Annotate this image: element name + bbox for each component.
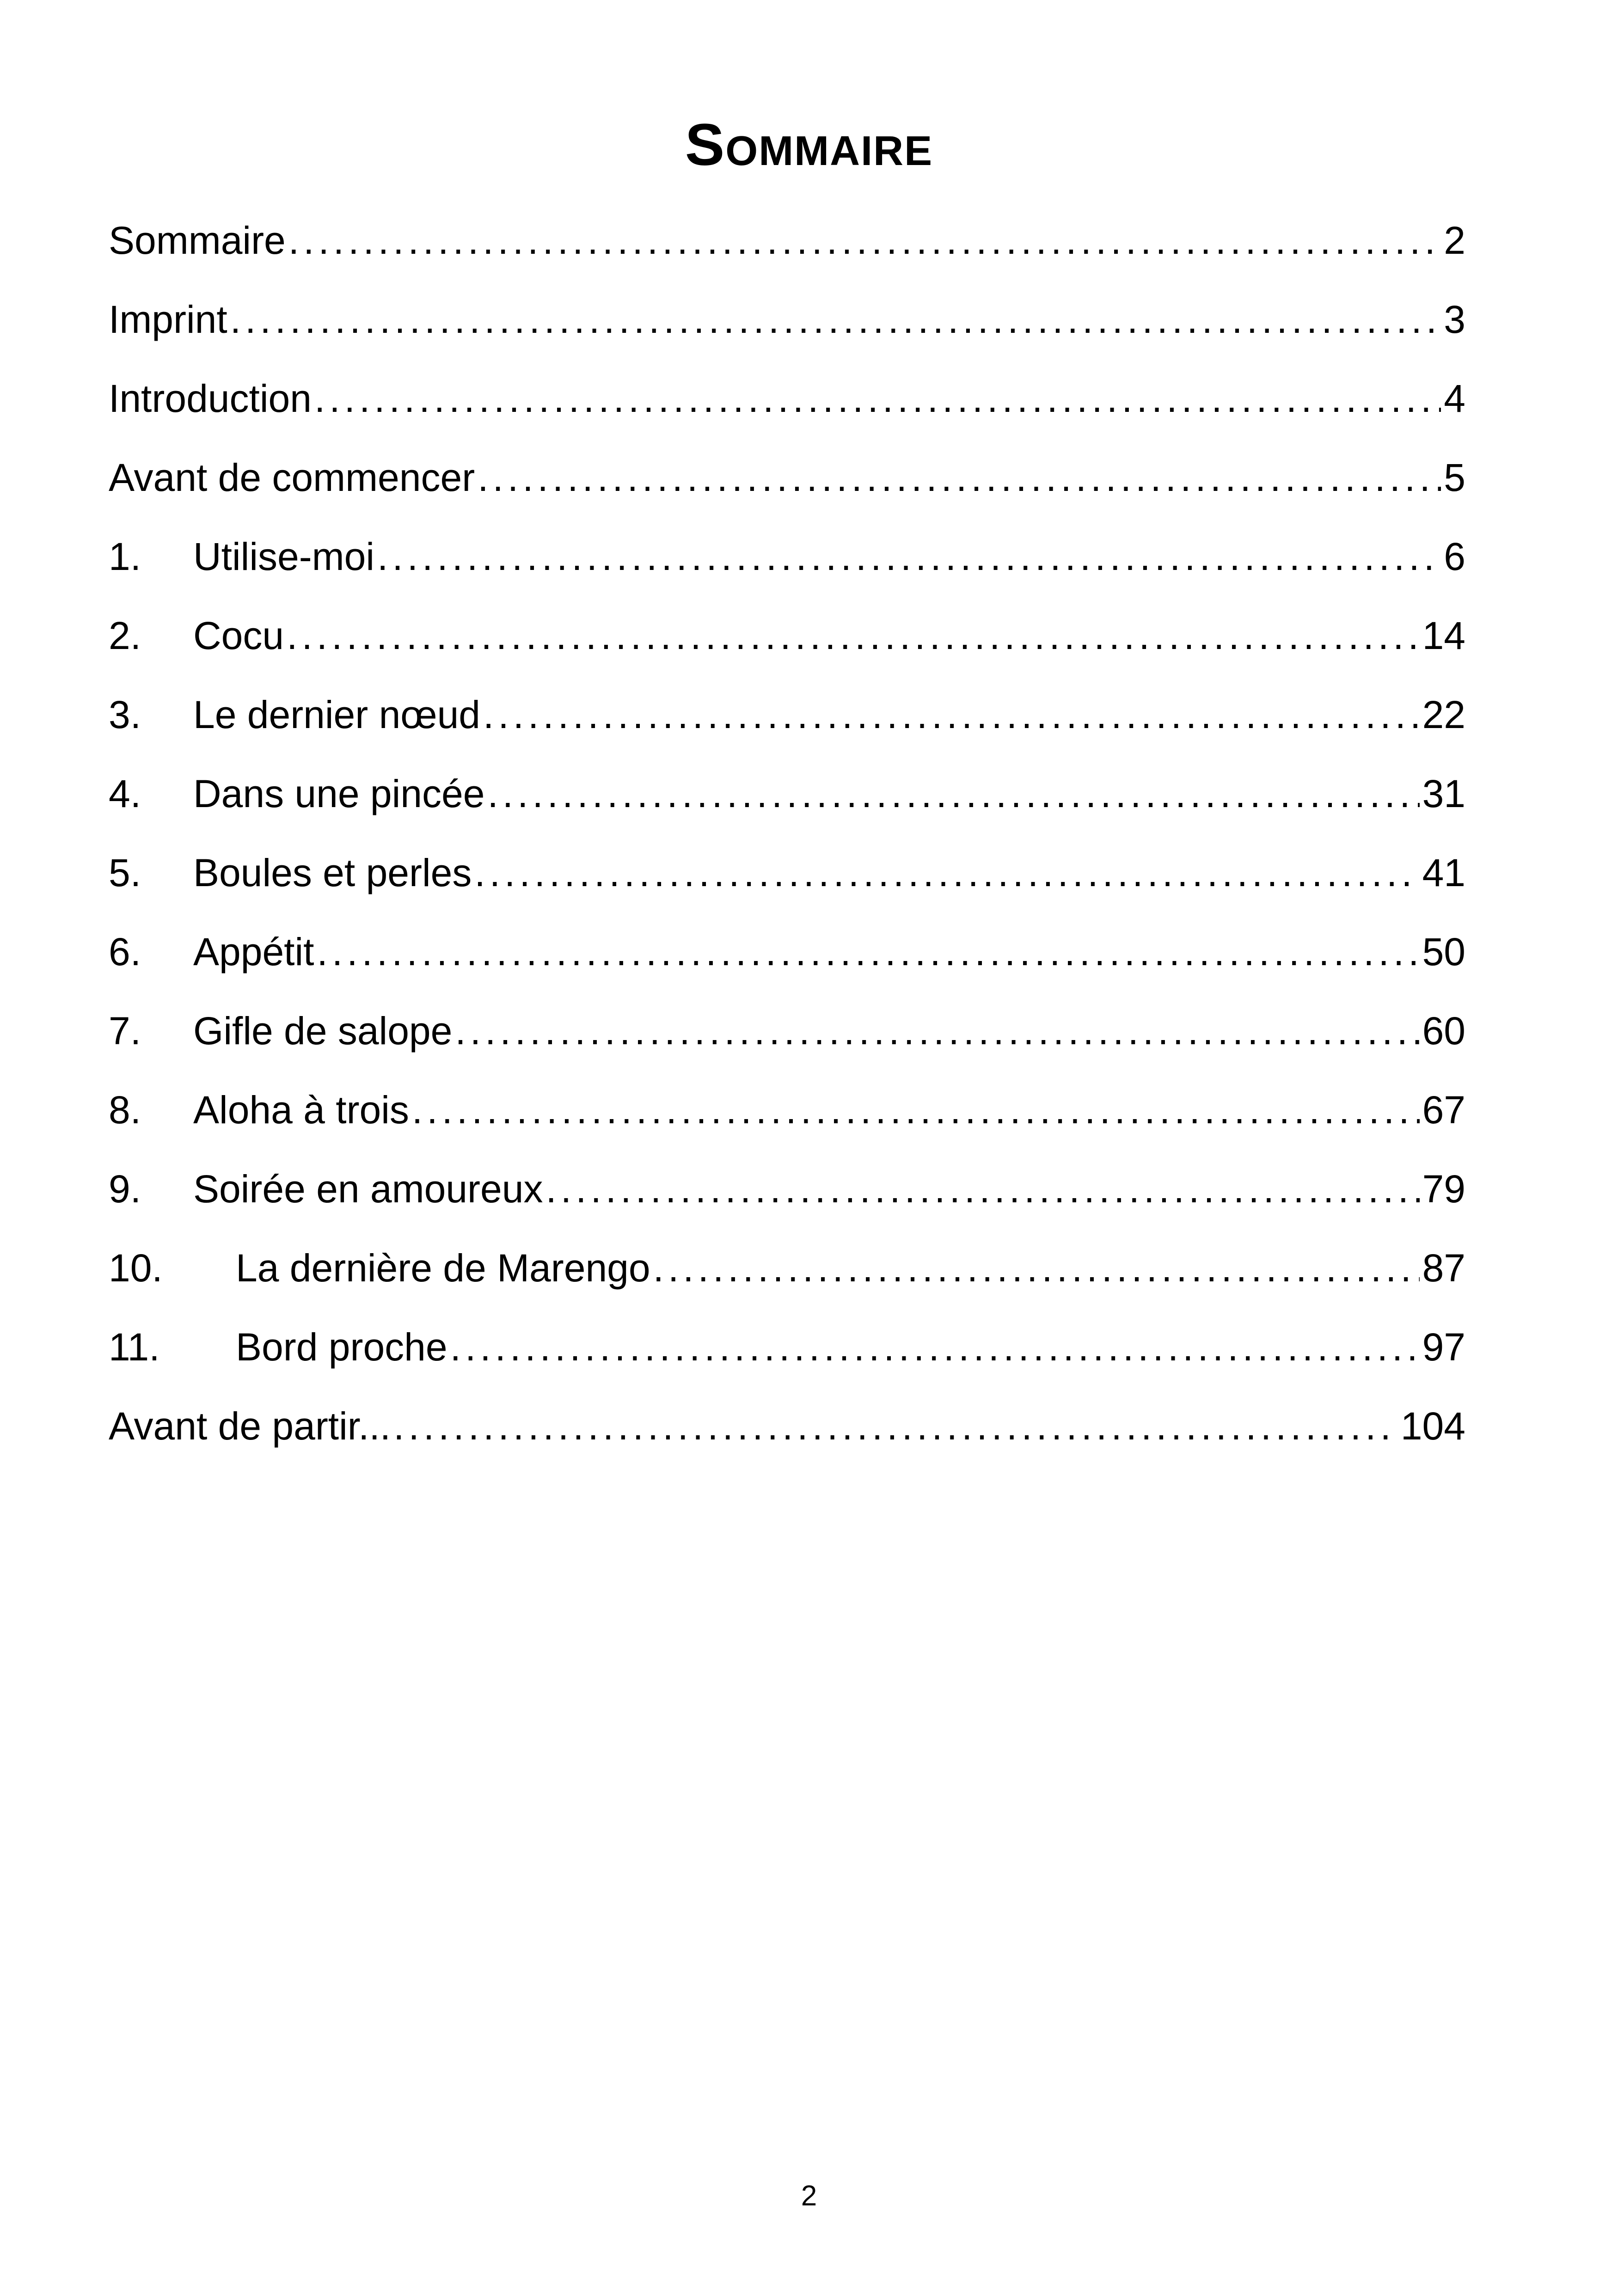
toc-entry[interactable] <box>109 217 1465 296</box>
toc-entry-text: Imprint <box>109 298 227 341</box>
toc-entry-number: 11. <box>109 1325 160 1369</box>
toc-entry-text: Avant de commencer <box>109 456 475 499</box>
toc-entry[interactable] <box>109 1087 1465 1166</box>
toc-entry-number: 1. <box>109 535 141 578</box>
toc-entry[interactable] <box>109 929 1465 1008</box>
toc-entry-text: Utilise-moi <box>193 535 375 578</box>
toc-dot-leader <box>545 1166 1419 1212</box>
toc-page-number: 104 <box>1400 1404 1465 1448</box>
toc-dot-leader <box>483 692 1420 738</box>
toc-entry-text: Introduction <box>109 377 312 420</box>
toc-entry-number: 5. <box>109 851 141 894</box>
toc-entry-text: Gifle de salope <box>193 1009 453 1053</box>
toc-entry-text: Soirée en amoureux <box>193 1167 543 1211</box>
toc-entry-text: Appétit <box>193 930 314 974</box>
toc-entry[interactable] <box>109 850 1465 929</box>
toc-entry[interactable] <box>109 1008 1465 1087</box>
toc-entry-text: Bord proche <box>236 1325 447 1369</box>
toc-dot-leader <box>314 375 1441 422</box>
toc-entry[interactable] <box>109 612 1465 692</box>
toc-entry-number: 8. <box>109 1088 141 1132</box>
toc-entry-text: Aloha à trois <box>193 1088 409 1132</box>
toc-dot-leader <box>393 1403 1398 1449</box>
toc-entry[interactable] <box>109 375 1465 454</box>
toc-entry-text: Boules et perles <box>193 851 472 894</box>
toc-entry[interactable] <box>109 1166 1465 1245</box>
toc-page-number: 31 <box>1422 772 1465 815</box>
page-title: Sommaire <box>685 112 933 178</box>
toc-dot-leader <box>412 1087 1420 1133</box>
toc-dot-leader <box>478 454 1441 501</box>
toc-entry-number: 10. <box>109 1246 163 1290</box>
toc-page-number: 50 <box>1422 930 1465 974</box>
toc-entry[interactable] <box>109 692 1465 771</box>
toc-entry[interactable] <box>109 1403 1465 1482</box>
toc-page-number: 41 <box>1422 851 1465 894</box>
toc-entry-text: Avant de partir... <box>109 1404 391 1448</box>
toc-page-number: 22 <box>1422 693 1465 736</box>
toc-entry-number: 2. <box>109 614 141 657</box>
toc-page-number: 67 <box>1422 1088 1465 1132</box>
toc-entry[interactable] <box>109 533 1465 612</box>
toc-page-number: 5 <box>1444 456 1465 499</box>
toc-dot-leader <box>450 1324 1420 1370</box>
toc-entry-number: 9. <box>109 1167 141 1211</box>
toc-dot-leader <box>377 533 1441 580</box>
toc-dot-leader <box>455 1008 1419 1054</box>
toc-page-number: 60 <box>1422 1009 1465 1053</box>
toc-entry[interactable] <box>109 771 1465 850</box>
toc-dot-leader <box>287 612 1419 659</box>
toc-entry-number: 7. <box>109 1009 141 1053</box>
toc-entry-text: Cocu <box>193 614 284 657</box>
toc-page-number: 6 <box>1444 535 1465 578</box>
toc-entry-text: La dernière de Marengo <box>236 1246 650 1290</box>
toc-entry[interactable] <box>109 296 1465 375</box>
toc-entry-text: Sommaire <box>109 219 286 262</box>
toc-dot-leader <box>474 850 1419 896</box>
toc-entry-text: Le dernier nœud <box>193 693 481 736</box>
toc-entry[interactable] <box>109 454 1465 533</box>
toc-entry[interactable] <box>109 1324 1465 1403</box>
table-of-contents <box>109 217 1465 1482</box>
toc-entry-text: Dans une pincée <box>193 772 485 815</box>
toc-page-number: 4 <box>1444 377 1465 420</box>
toc-dot-leader <box>288 217 1441 263</box>
toc-page-number: 14 <box>1422 614 1465 657</box>
toc-dot-leader <box>653 1245 1420 1291</box>
toc-entry[interactable] <box>109 1245 1465 1324</box>
toc-dot-leader <box>230 296 1441 343</box>
toc-page-number: 2 <box>1444 219 1465 262</box>
toc-page-number: 3 <box>1444 298 1465 341</box>
toc-page-number: 87 <box>1422 1246 1465 1290</box>
toc-dot-leader <box>317 929 1420 975</box>
toc-entry-number: 3. <box>109 693 141 736</box>
toc-page-number: 79 <box>1422 1167 1465 1211</box>
toc-page-number: 97 <box>1422 1325 1465 1369</box>
footer-page-number: 2 <box>801 2180 817 2212</box>
toc-entry-number: 4. <box>109 772 141 815</box>
toc-dot-leader <box>487 771 1419 817</box>
toc-entry-number: 6. <box>109 930 141 974</box>
